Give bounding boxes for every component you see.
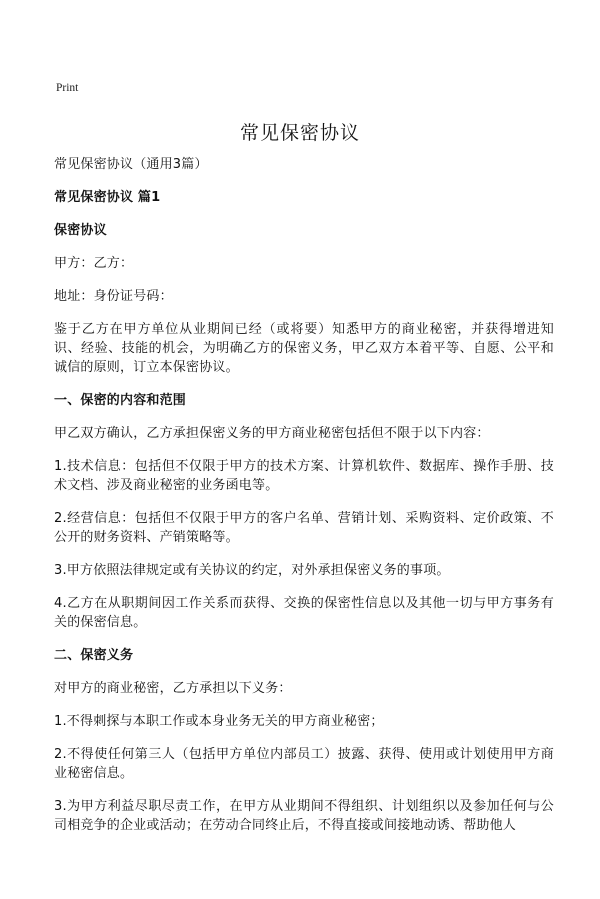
- paragraph: 4.乙方在从职期间因工作关系而获得、交换的保密性信息以及其他一切与甲方事务有关的保密信息。: [54, 596, 554, 630]
- paragraph: 2.经营信息：包括但不仅限于甲方的客户名单、营销计划、采购资料、定价政策、不公开的财务资料、产销策略等。: [54, 511, 554, 545]
- paragraph: 2.不得使任何第三人（包括甲方单位内部员工）披露、获得、使用或计划使用甲方商业秘密信息。: [54, 747, 554, 781]
- paragraph: 鉴于乙方在甲方单位从业期间已经（或将要）知悉甲方的商业秘密，并获得增进知识、经验、技能的机会，为明确乙方的保密义务，甲乙双方本着平等、自愿、公平和诚信的原则，订立本保密协议。: [54, 322, 554, 375]
- paragraph: 3.为甲方利益尽职尽责工作，在甲方从业期间不得组织、计划组织以及参加任何与公司相竞争的企业或活动；在劳动合同终止后，不得直接或间接地动诱、帮助他人: [54, 799, 554, 833]
- section-heading: 保密协议: [54, 223, 107, 238]
- document-title: 常见保密协议: [239, 122, 360, 144]
- paragraph: 1.技术信息：包括但不仅限于甲方的技术方案、计算机软件、数据库、操作手册、技术文档、涉及商业秘密的业务函电等。: [54, 459, 554, 493]
- paragraph: 对甲方的商业秘密，乙方承担以下义务：: [54, 681, 292, 696]
- paragraph: 甲方：乙方：: [54, 256, 134, 271]
- section-heading: 常见保密协议 篇1: [54, 190, 161, 205]
- section-heading: 二、保密义务: [54, 648, 134, 663]
- paragraph: 甲乙双方确认，乙方承担保密义务的甲方商业秘密包括但不限于以下内容：: [54, 426, 490, 441]
- paragraph: 3.甲方依照法律规定或有关协议的约定，对外承担保密义务的事项。: [54, 563, 450, 578]
- document-body: [54, 155, 554, 849]
- paragraph: 常见保密协议（通用3篇）: [54, 157, 208, 172]
- paragraph: 1.不得刺探与本职工作或本身业务无关的甲方商业秘密；: [54, 714, 384, 729]
- paragraph: 地址：身份证号码：: [54, 289, 173, 304]
- section-heading: 一、保密的内容和范围: [54, 393, 187, 408]
- print-link[interactable]: Print: [56, 82, 79, 94]
